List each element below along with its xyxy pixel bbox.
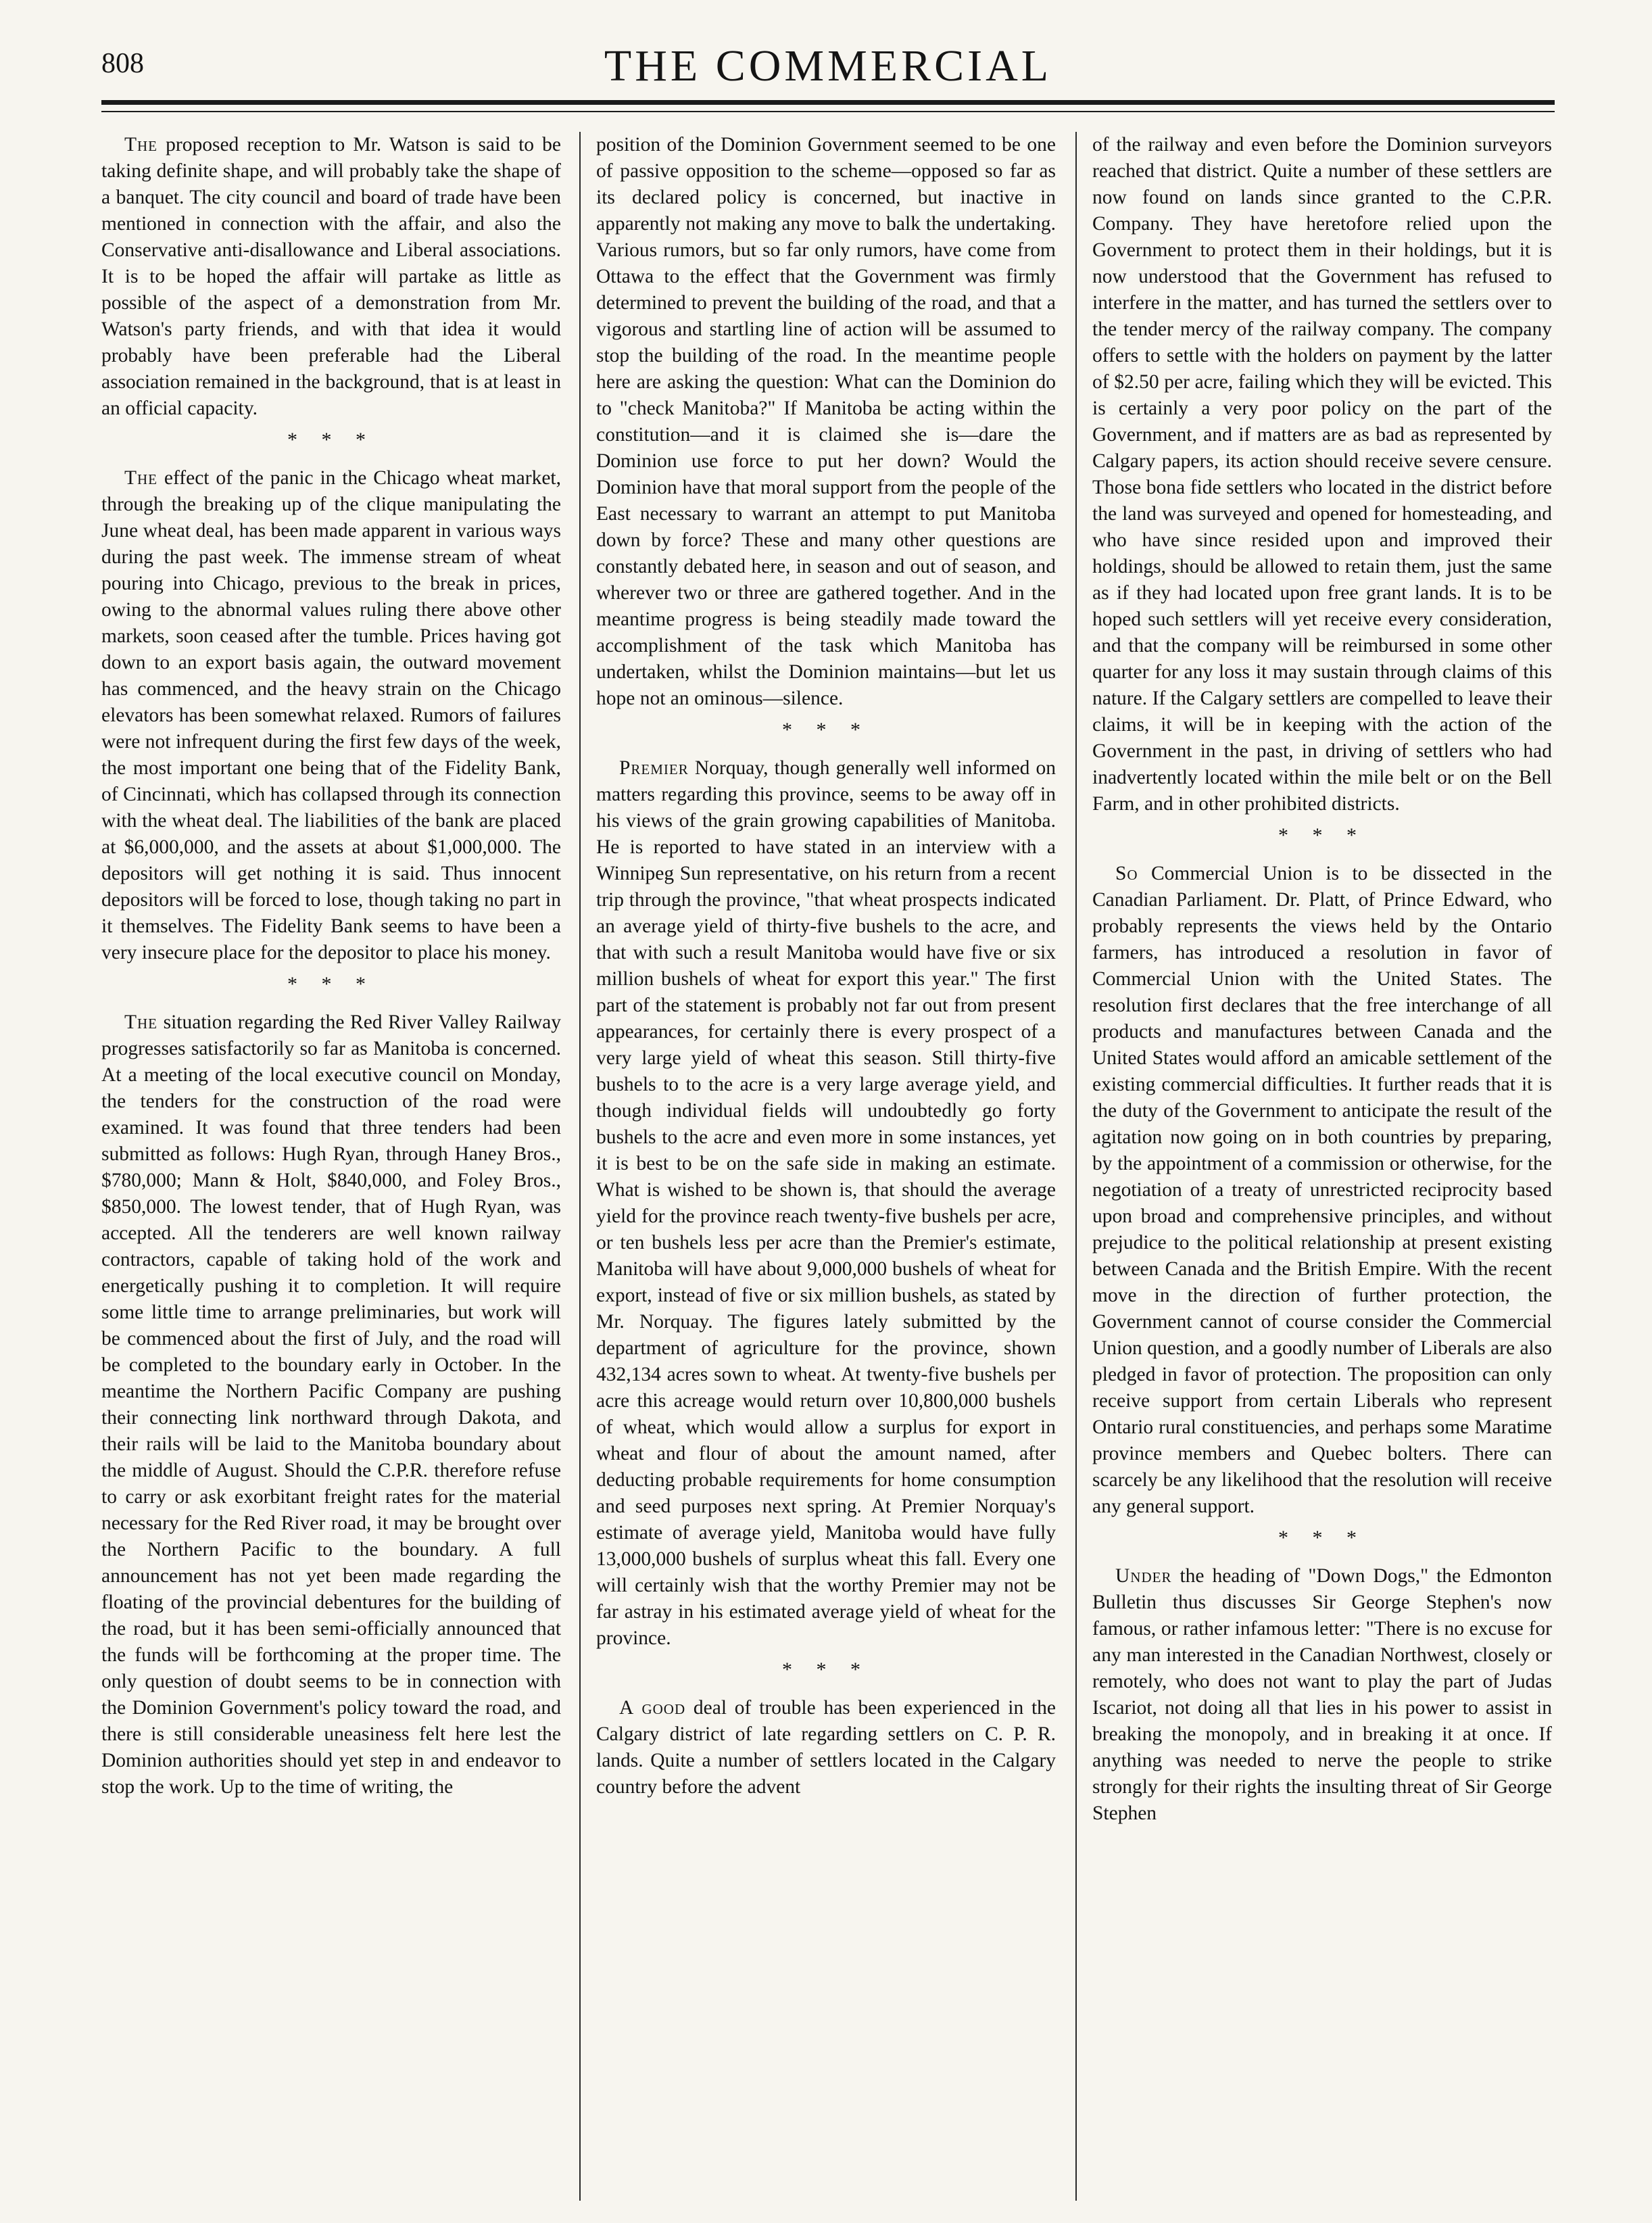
column-3: [1092, 132, 1552, 2201]
lead-word: Premier: [619, 757, 689, 779]
article-body: Commercial Union is to be dissected in the Canadian Parliament. Dr. Platt, of Prince Edward, who probably represents the views held by the Ontario farmers, has introduced a resolution in favor of Commercial Union with the United States. The resolution first declares that the free interchange of all products and manufactures between Canada and the United States would afford an amicable settlement of the existing commercial difficulties. It further reads that it is the duty of the Government to anticipate the result of the agitation now going on in both countries by preparing, by the appointment of a commission or otherwise, for the negotiation of a treaty of unrestricted reciprocity based upon broad and comprehensive principles, and without prejudice to the political relationship at present existing between Canada and the British Empire. With the recent move in the direction of further protection, the Government cannot of course consider the Commercial Union question, and a goodly number of Liberals are also pledged in favor of protection. The proposition can only receive support from certain Liberals who represent Ontario rural constituencies, and perhaps some Maratime province members and Quebec bolters. There can scarcely be any likelihood that the resolution will receive any general support.: [1092, 863, 1552, 1517]
column-2: [596, 132, 1056, 2201]
section-separator: * * *: [782, 719, 870, 741]
column-divider: [579, 132, 581, 2201]
header-rule-thick: [101, 100, 1555, 105]
page-number: 808: [101, 48, 144, 79]
lead-word: So: [1115, 863, 1138, 884]
lead-word: Under: [1115, 1565, 1172, 1587]
article-calgary-settlers: [596, 1695, 1056, 1800]
section-separator: * * *: [1278, 1527, 1366, 1549]
lead-word: The: [124, 134, 158, 156]
section-separator: * * *: [782, 1658, 870, 1681]
lead-word: A good: [619, 1697, 686, 1719]
page-header: [101, 41, 1555, 108]
article-chicago-wheat-panic: [101, 465, 561, 966]
article-premier-norquay: [596, 755, 1056, 1652]
article-calgary-settlers-continued: of the railway and even before the Dominion surveyors reached that district. Quite a number of these settlers are now found on lands since granted to the C.P.R. Company. They have heretofore relied upon the Government to protect them in their holdings, but it is now understood that the Government has refused to interfere in the matter, and has turned the settlers over to the tender mercy of the railway company. The company offers to settle with the holders on payment by the latter of $2.50 per acre, failing which they will be evicted. This is certainly a very poor policy on the part of the Government, and if matters are as bad as represented by Calgary papers, its action should receive severe censure. Those bona fide settlers who located in the district before the land was surveyed and opened for homesteading, and who have since resided upon and improved their holdings, should be allowed to retain them, just the same as if they had located upon free grant lands. It is to be hoped such settlers will yet receive every consideration, and that the company will be reimbursed in some other quarter for any loss it may sustain through claims of this nature. If the Calgary settlers are compelled to leave their claims, it will be in keeping with the action of the Government in the past, in driving of settlers who had inadvertently located within the mile belt or on the Bell Farm, and in other prohibited districts.: [1092, 134, 1552, 815]
article-body: Norquay, though generally well informed on matters regarding this province, seems to be away off in his views of the grain growing capabilities of Manitoba. He is reported to have stated in an interview with a Winnipeg Sun representative, on his return from a recent trip through the province, "that wheat prospects indicated an average yield of thirty-five bushels to the acre, and that with such a result Manitoba would have five or six million bushels of wheat for export this year." The first part of the statement is probably not far out from present appearances, for certainly there is every prospect of a very large yield of wheat this season. Still thirty-five bushels to to the acre is a very large average yield, and though individual fields will undoubtedly go forty bushels to the acre and even more in some instances, yet it is best to be on the safe side in making an estimate. What is wished to be shown is, that should the average yield for the province reach twenty-five bushels per acre, or ten bushels less per acre than the Premier's estimate, Manitoba will have about 9,000,000 bushels of wheat for export, instead of five or six million bushels, as stated by Mr. Norquay. The figures lately submitted by the department of agriculture for the province, shown 432,134 acres sown to wheat. At twenty-five bushels per acre this acreage would return over 10,800,000 bushels of wheat, which would allow a surplus for export in wheat and flour of about the amount named, after deducting probable requirements for home consumption and seed purposes next spring. At Premier Norquay's estimate of average yield, Manitoba would have fully 13,000,000 bushels of surplus wheat this fall. Every one will certainly wish that the worthy Premier may not be far astray in his estimated average yield of wheat for the province.: [596, 757, 1056, 1649]
section-separator: * * *: [287, 973, 375, 995]
article-body: situation regarding the Red River Valley Railway progresses satisfactorily so far as Manitoba is concerned. At a meeting of the local executive council on Monday, the tenders for the construction of the road were examined. It was found that three tenders had been submitted as follows: Hugh Ryan, through Haney Bros., $780,000; Mann & Holt, $840,000, and Foley Bros., $850,000. The lowest tender, that of Hugh Ryan, was accepted. All the tenderers are well known railway contractors, capable of taking hold of the work and energetically pushing it to completion. It will require some little time to arrange preliminaries, but work will be commenced about the first of July, and the road will be completed to the boundary early in October. In the meantime the Northern Pacific Company are pushing their connecting link northward through Dakota, and their rails will be laid to the Manitoba boundary about the middle of August. Should the C.P.R. therefore refuse to carry or ask exorbitant freight rates for the material necessary for the Red River road, it may be brought over the Northern Pacific to the boundary. A full announcement has not yet been made regarding the floating of the provincial debentures for the building of the road, but it has been semi-officially announced that the funds will be forthcoming at the proper time. The only question of doubt seems to be in connection with the Dominion Government's policy toward the road, and there is still considerable uneasiness felt here lest the Dominion authorities should yet step in and endeavor to stop the work. Up to the time of writing, the: [101, 1011, 561, 1798]
article-red-river-railway: [101, 1009, 561, 1800]
article-body: effect of the panic in the Chicago wheat market, through the breaking up of the clique manipulating the June wheat deal, has been made apparent in various ways during the past week. The immense stream of wheat pouring into Chicago, previous to the break in prices, owing to the abnormal values ruling there above other markets, soon ceased after the tumble. Prices having got down to an export basis again, the outward movement has commenced, and the heavy strain on the Chicago elevators has been somewhat relaxed. Rumors of failures were not infrequent during the first few days of the week, the most important one being that of the Fidelity Bank, of Cincinnati, which has collapsed through its connection with the wheat deal. The liabilities of the bank are placed at $6,000,000, and the assets at about $1,000,000. The depositors will get nothing it is said. Thus innocent depositors will be forced to lose, though taking no part in it themselves. The Fidelity Bank seems to have been a very insecure place for the depositor to place his money.: [101, 467, 561, 963]
masthead-title: THE COMMERCIAL: [604, 41, 1052, 91]
lead-word: The: [124, 467, 158, 489]
article-commercial-union: [1092, 861, 1552, 1520]
article-watson-reception: [101, 132, 561, 422]
article-columns: [101, 132, 1555, 2201]
header-rule-thin: [101, 111, 1555, 112]
article-body: the heading of "Down Dogs," the Edmonton Bulletin thus discusses Sir George Stephen's now famous, or rather infamous letter: "There is no excuse for any man interested in the Canadian Northwest, closely or remotely, who does not want to play the part of Judas Iscariot, not doing all that lies in his power to assist in breaking the monopoly, and in breaking it at once. If anything was needed to nerve the people to strike strongly for their rights the insulting threat of Sir George Stephen: [1092, 1565, 1552, 1824]
section-separator: * * *: [1278, 824, 1366, 846]
column-1: [101, 132, 561, 2201]
article-red-river-railway-continued: position of the Dominion Government seemed to be one of passive opposition to the scheme—opposed so far as its declared policy is concerned, but inactive in apparently not making any move to balk the undertaking. Various rumors, but so far only rumors, have come from Ottawa to the effect that the Government was firmly determined to prevent the building of the road, and that a vigorous and startling line of action will be assumed to stop the building of the road. In the meantime people here are asking the question: What can the Dominion do to "check Manitoba?" If Manitoba be acting within the constitution—and it is claimed she is—dare the Dominion use force to put her down? Would the Dominion have that moral support from the people of the East necessary to warrant an attempt to put Manitoba down by force? These and many other questions are constantly debated here, in season and out of season, and wherever two or three are gathered together. And in the meantime progress is being steadily made toward the accomplishment of the task which Manitoba has undertaken, whilst the Dominion maintains—but let us hope not an ominous—silence.: [596, 134, 1056, 709]
article-body: proposed reception to Mr. Watson is said to be taking definite shape, and will probably take the shape of a banquet. The city council and board of trade have been mentioned in connection with the affair, and also the Conservative anti-disallowance and Liberal associations. It is to be hoped the affair will partake as little as possible of the aspect of a demonstration from Mr. Watson's party friends, and with that idea it would probably have been preferable had the Liberal association remained in the background, that is at least in an official capacity.: [101, 134, 561, 419]
article-body: deal of trouble has been experienced in the Calgary district of late regarding settlers on C. P. R. lands. Quite a number of settlers located in the Calgary country before the advent: [596, 1697, 1056, 1798]
article-down-dogs: [1092, 1563, 1552, 1827]
lead-word: The: [124, 1011, 158, 1033]
section-separator: * * *: [287, 429, 375, 451]
column-divider: [1075, 132, 1077, 2201]
